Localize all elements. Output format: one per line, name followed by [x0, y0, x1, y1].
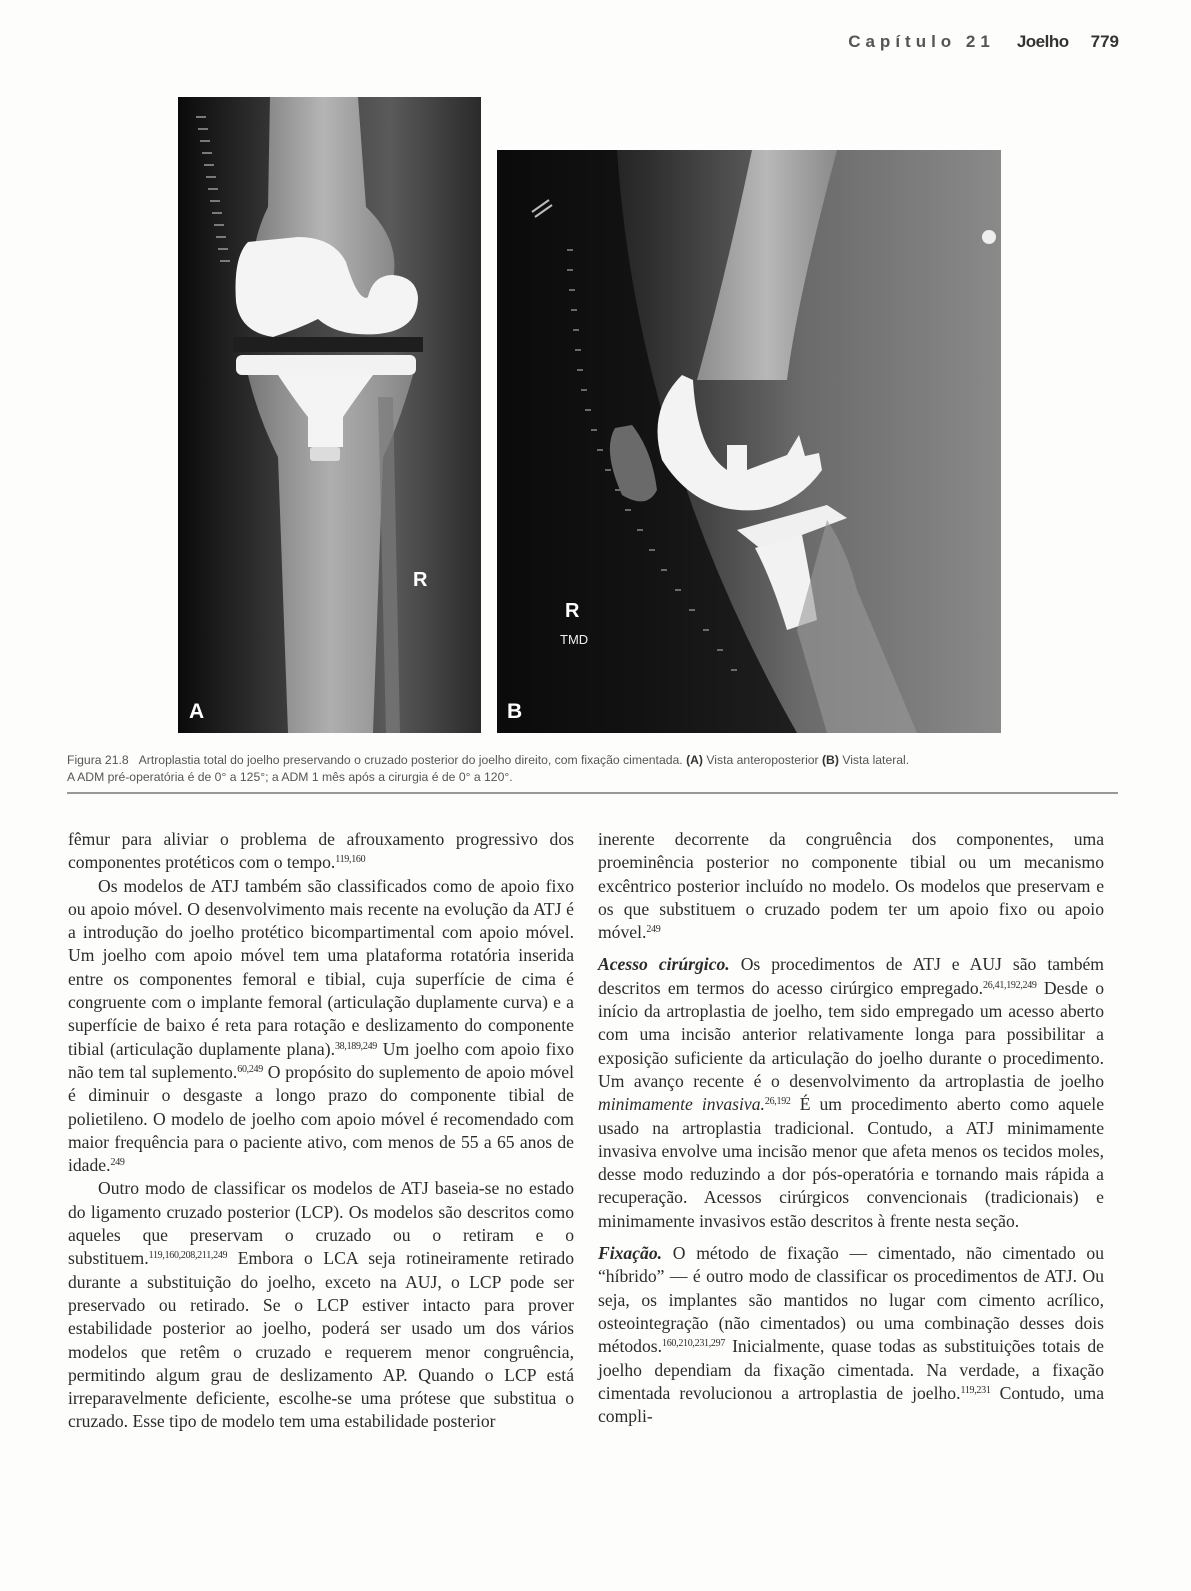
citation: 60,249 — [237, 1063, 263, 1075]
body-column-left — [68, 828, 574, 1434]
run-in-heading: Fixação. — [598, 1243, 663, 1264]
running-head — [848, 32, 1119, 52]
paragraph — [68, 828, 574, 875]
section-label: Joelho — [1016, 32, 1069, 51]
panel-label-b: B — [507, 700, 523, 723]
figure-caption — [67, 752, 1117, 786]
paragraph — [68, 875, 574, 1178]
paragraph-text: O propósito do suplemento de apoio móvel é diminuir o desgaste a longo prazo do componente tibial de polietileno. O modelo de joelho com apoio móvel é recomendado com maior frequência para o paciente ativo, com menos de 55 a 65 anos de idade. — [68, 1061, 575, 1176]
paragraph-fixation — [598, 1242, 1104, 1428]
citation: 249 — [646, 924, 661, 936]
paragraph — [68, 1177, 574, 1433]
paragraph-text: O método de fixação — cimentado, não cimentado ou “híbrido” — é outro modo de classificar os procedimentos de ATJ. Ou seja, os implantes são mantidos no lugar com cimento acrílico, osteointegração (não cimentados) ou uma combinação desses dois métodos. — [598, 1243, 1104, 1357]
caption-rom-text: A ADM pré-operatória é de 0° a 125°; a ADM 1 mês após a cirurgia é de 0° a 120°. — [67, 770, 513, 784]
paragraph-text: Outro modo de classificar os modelos de ATJ baseia-se no estado do ligamento cruzado posterior (LCP). Os modelos são descritos como aqueles que preservam o cruzado ou o retiram e o substituem. — [68, 1178, 574, 1269]
citation: 119,231 — [960, 1384, 991, 1396]
paragraph — [598, 828, 1104, 944]
xray-panel-b — [497, 150, 1001, 733]
citation: 119,160,208,211,249 — [148, 1250, 228, 1262]
caption-panel-b-tag: (B) — [822, 753, 839, 767]
run-in-heading: Acesso cirúrgico. — [598, 954, 730, 975]
citation: 119,160 — [335, 854, 366, 866]
caption-divider — [67, 792, 1118, 794]
citation: 26,192 — [764, 1096, 791, 1108]
page-number: 779 — [1090, 32, 1119, 51]
chapter-label: Capítulo 21 — [848, 32, 995, 51]
paragraph-text: É um procedimento aberto como aquele usado na artroplastia tradicional. Contudo, a ATJ minimamente invasiva envolve uma incisão menor que afeta menos os tecidos moles, desse modo reduzindo a dor pós-operatória e tornando mais rápida a recuperação. Acessos cirúrgicos convencionais (tradicionais) e minimamente invasivos estão descritos à frente nesta seção. — [598, 1094, 1104, 1231]
paragraph-text: Desde o início da artroplastia de joelho, tem sido empregado um acesso aberto com uma incisão anterior relativamente longa para possibilitar a exposição suficiente da articulação do joelho durante o procedimento. Um avanço recente é o desenvolvimento da artroplastia de joelho — [598, 977, 1105, 1091]
paragraph-text: Os modelos de ATJ também são classificados como de apoio fixo ou apoio móvel. O desenvolvimento mais recente na evolução da ATJ é a introdução do joelho protético bicompartimental com apoio móvel. Um joelho com apoio móvel tem uma plataforma rotatória inserida entre os componentes femoral e tibial, cuja superfície de cima é congruente com o implante femoral (articulação duplamente curva) e a superfície de baixo é reta para rotação e deslizamento do componente tibial (articulação duplamente plana). — [68, 875, 574, 1059]
right-side-marker: R — [565, 600, 580, 622]
citation: 160,210,231,297 — [662, 1338, 726, 1350]
tmd-marker: TMD — [560, 632, 589, 647]
paragraph-text: Os procedimentos de ATJ e AUJ são também descritos em termos do acesso cirúrgico empregado. — [598, 954, 1104, 998]
right-side-marker: R — [413, 569, 428, 591]
caption-panel-b-text: Vista lateral. — [842, 753, 910, 767]
paragraph-surgical-approach — [598, 953, 1104, 1233]
body-column-right — [598, 828, 1104, 1428]
paragraph-text: Inicialmente, quase todas as substituições totais de joelho dependiam da fixação cimentada. Na verdade, a fixação cimentada revolucionou a artroplastia de joelho. — [598, 1336, 1104, 1403]
caption-panel-a-text: Vista anteroposterior — [706, 753, 819, 767]
citation: 249 — [110, 1157, 125, 1169]
paragraph-text: fêmur para aliviar o problema de afrouxamento progressivo dos componentes protéticos com o tempo. — [68, 829, 574, 873]
citation: 26,41,192,249 — [983, 979, 1037, 991]
paragraph-text: Contudo, uma compli- — [598, 1382, 1105, 1427]
paragraph-text: inerente decorrente da congruência dos componentes, uma proeminência posterior no componente tibial ou um mecanismo excêntrico posterior incluído no modelo. Os modelos que preservam e os que substituem o cruzado podem ter um apoio fixo ou apoio móvel. — [598, 829, 1104, 943]
panel-label-a: A — [189, 700, 205, 723]
knee-ap-xray-image — [178, 97, 481, 733]
xray-panel-a — [178, 97, 481, 733]
figure-label: Figura 21.8 — [67, 753, 129, 767]
citation: 38,189,249 — [334, 1040, 377, 1052]
paragraph-text: Um joelho com apoio fixo não tem tal suplemento. — [68, 1038, 574, 1082]
emphasis: minimamente invasiva. — [598, 1094, 765, 1115]
caption-panel-a-tag: (A) — [686, 753, 703, 767]
caption-text: Artroplastia total do joelho preservando o cruzado posterior do joelho direito, com fixação cimentada. — [138, 753, 683, 767]
paragraph-text: Embora o LCA seja rotineiramente retirado durante a substituição do joelho, exceto na AUJ, o LCP pode ser preservado ou retirado. Se o LCP estiver intacto para prover estabilidade posterior ao joelho, poderá ser usado um dos vários modelos que retêm o cruzado e requerem menor congruência, permitindo algum grau de deslizamento AP. Quando o LCP está irreparavelmente deficiente, escolhe-se uma prótese que substitua o cruzado. Esse tipo de modelo tem uma estabilidade posterior — [68, 1248, 574, 1432]
